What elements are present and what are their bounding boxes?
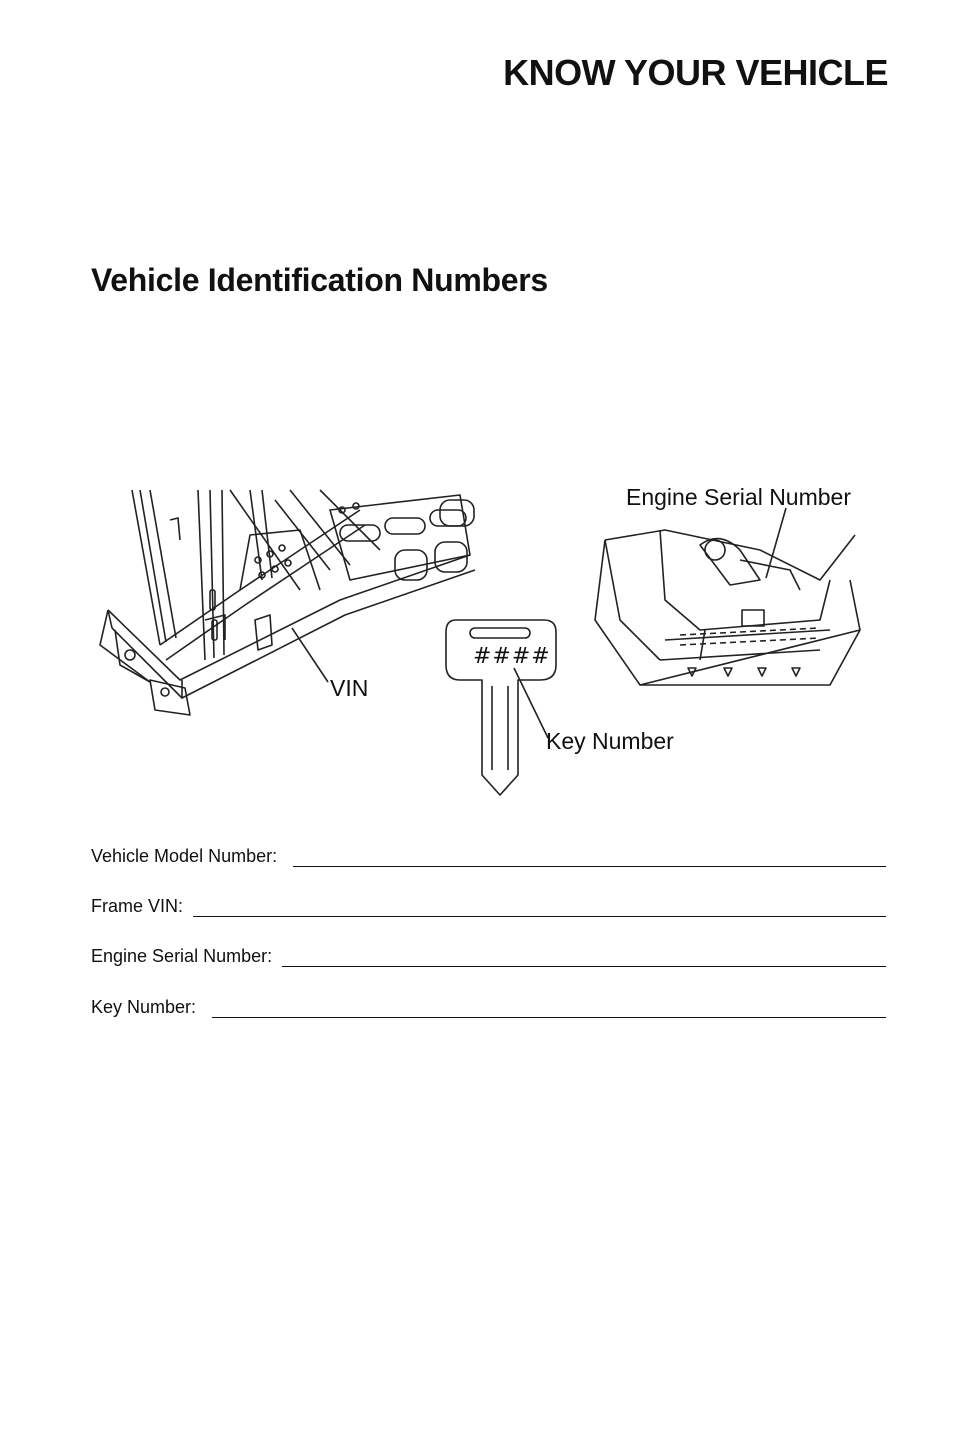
field-label: Key Number:	[91, 997, 197, 1017]
section-title: Vehicle Identification Numbers	[91, 262, 548, 298]
field-label: Engine Serial Number:	[91, 946, 273, 966]
key-number-callout: Key Number	[546, 728, 674, 754]
frame-vin-field	[91, 893, 886, 917]
field-label: Vehicle Model Number:	[91, 846, 278, 866]
vehicle-model-number-blank[interactable]	[293, 846, 886, 867]
vin-callout: VIN	[330, 675, 369, 701]
vehicle-frame-illustration	[100, 490, 475, 715]
vehicle-model-number-field	[91, 843, 886, 867]
engine-illustration	[595, 508, 860, 685]
key-code-label: ####	[473, 644, 551, 669]
figure-drawing	[0, 470, 954, 810]
key-number-field	[91, 994, 886, 1018]
engine-serial-callout: Engine Serial Number	[626, 484, 852, 510]
identification-figure	[0, 470, 954, 810]
field-label: Frame VIN:	[91, 896, 184, 916]
page-title: KNOW YOUR VEHICLE	[503, 52, 888, 93]
engine-serial-number-field	[91, 943, 886, 967]
frame-vin-blank[interactable]	[193, 896, 886, 917]
engine-serial-number-blank[interactable]	[282, 946, 886, 967]
key-number-blank[interactable]	[212, 997, 886, 1018]
